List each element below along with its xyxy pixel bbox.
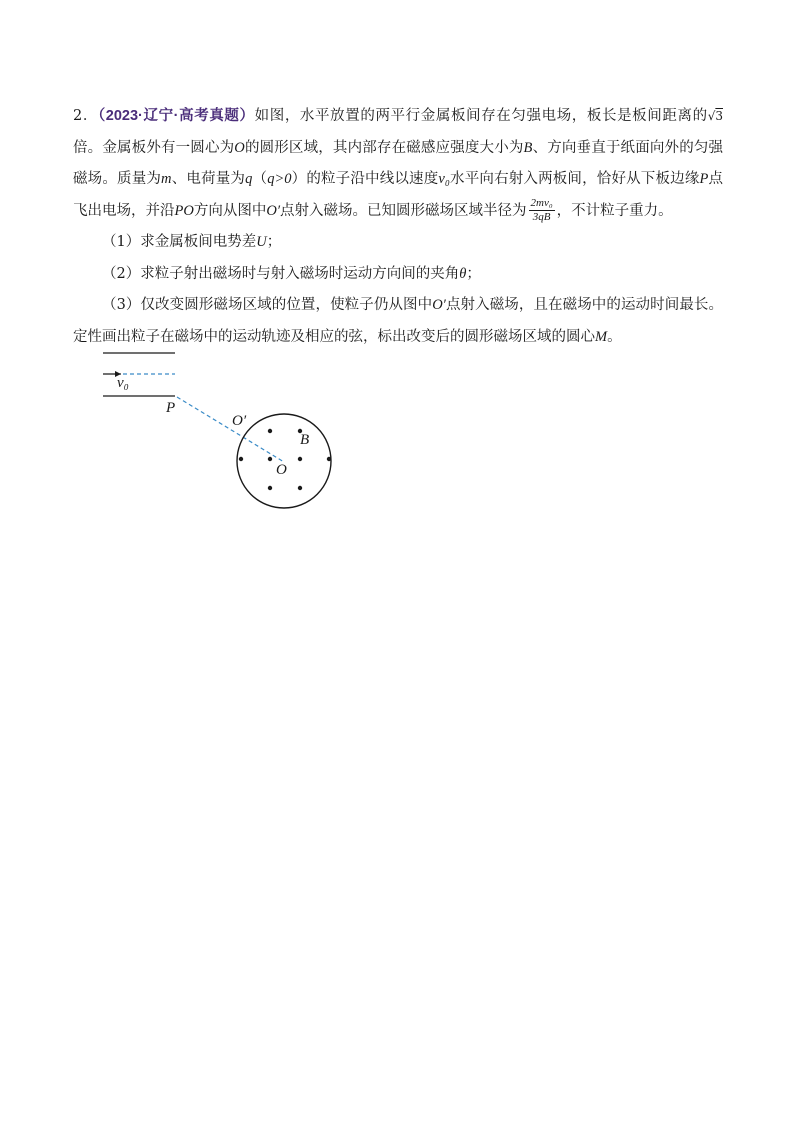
text-segment: 水平向右射入两板间，恰好从下板边缘 (449, 171, 700, 187)
symbol-PO: PO (174, 202, 194, 219)
text-segment: ； (266, 234, 282, 250)
question-3 (73, 290, 723, 353)
text-segment: ）的粒子沿中线以速度 (291, 171, 439, 187)
question-1 (73, 227, 723, 259)
fraction-numerator: 2mv₀ (530, 197, 553, 209)
text-segment: 如图，水平放置的两平行金属板间存在匀强电场，板长是板间距离的 (254, 108, 708, 124)
text-segment: 。 (607, 328, 622, 345)
text-segment: （3）仅改变圆形磁场区域的位置，使粒子仍从图中 (102, 297, 433, 313)
field-dot (268, 486, 272, 490)
sqrt-expression: √3 (707, 109, 723, 123)
fraction-denominator: 3qB (532, 211, 551, 223)
text-segment: 倍。金属板外有一圆心为 (73, 139, 235, 156)
symbol-O-prime: O′ (432, 297, 446, 313)
trajectory-dashed (177, 397, 284, 462)
text-segment: （ (252, 171, 268, 187)
problem-statement (73, 101, 723, 227)
problem-2 (73, 101, 723, 353)
symbol-P: P (699, 171, 709, 187)
text-segment: （2）求粒子射出磁场时与射入磁场时运动方向间的夹角 (102, 265, 460, 282)
field-dot (327, 457, 331, 461)
label-B: B (300, 432, 310, 448)
sqrt-radicand: 3 (715, 109, 723, 123)
symbol-m: m (161, 171, 172, 187)
text-segment: 点射入磁场，且在磁场中的运动时间最长。定性画出粒子在磁场中的运动轨迹及相应的弦，标出改变后的圆形磁场区域的圆心 (73, 297, 723, 345)
field-dot (239, 457, 243, 461)
symbol-U: U (256, 234, 267, 250)
field-dot (298, 486, 302, 490)
symbol-B: B (523, 139, 533, 156)
symbol-q: q (245, 171, 253, 187)
symbol-M: M (595, 328, 608, 345)
text-segment: 、方向垂直于纸面向外的匀强磁场。质量为 (73, 139, 724, 187)
field-dot (298, 457, 302, 461)
text-segment: （1）求金属板间电势差 (102, 234, 257, 250)
text-segment: 、电荷量为 (171, 171, 246, 187)
field-dot (268, 457, 272, 461)
problem-source: （2023·辽宁·高考真题） (97, 108, 255, 124)
label-O: O (276, 462, 287, 478)
radius-fraction (529, 197, 555, 224)
label-P: P (166, 400, 176, 416)
text-segment: 方向从图中 (193, 202, 267, 219)
text-segment: 的圆形区域，其内部存在磁感应强度大小为 (244, 139, 524, 156)
text-segment: ，不计粒子重力。 (556, 202, 673, 219)
label-v0: v₀ (117, 375, 129, 391)
symbol-theta: θ (459, 265, 467, 282)
problem-number: 2． (73, 108, 98, 124)
text-segment: 点飞出电场，并沿 (73, 171, 724, 219)
symbol-O: O (234, 139, 245, 156)
label-O-prime: O′ (232, 413, 247, 429)
symbol-v0: v₀ (438, 171, 450, 187)
question-2 (73, 259, 723, 291)
magnetic-field-region (237, 414, 331, 508)
symbol-O-prime: O′ (266, 202, 280, 219)
physics-diagram (95, 345, 345, 515)
charge-condition: q>0 (267, 171, 292, 187)
text-segment: 点射入磁场。已知圆形磁场区域半径为 (280, 202, 527, 219)
field-dot (268, 429, 272, 433)
text-segment: ； (466, 265, 481, 282)
